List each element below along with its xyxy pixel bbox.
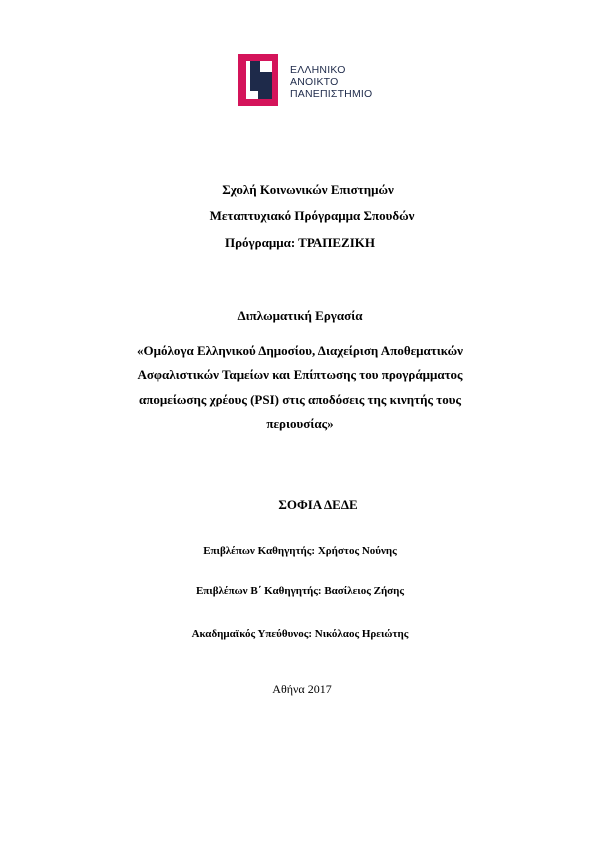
university-logo bbox=[238, 52, 388, 112]
thesis-title-line-1: «Ομόλογα Ελληνικού Δημοσίου, Διαχείριση Αποθεματικών bbox=[137, 343, 463, 358]
thesis-type: Διπλωματική Εργασία bbox=[237, 308, 363, 323]
logo-line-3: ΠΑΝΕΠΙΣΤΗΜΙΟ bbox=[290, 88, 373, 100]
thesis-title-line-2: Ασφαλιστικών Ταμείων και Επίπτωσης του προγράμματος bbox=[137, 367, 463, 382]
second-supervisor: Επιβλέπων Β΄ Καθηγητής: Βασίλειος Ζήσης bbox=[195, 585, 405, 597]
program-specialization: Πρόγραμμα: ΤΡΑΠΕΖΙΚΗ bbox=[224, 235, 376, 250]
logo-wordmark bbox=[290, 64, 372, 100]
program-name: Μεταπτυχιακό Πρόγραμμα Σπουδών bbox=[209, 208, 415, 223]
author-name: ΣΟΦΙΑ ΔΕΔΕ bbox=[278, 497, 358, 512]
school-name: Σχολή Κοινωνικών Επιστημών bbox=[222, 182, 394, 197]
main-supervisor: Επιβλέπων Καθηγητής: Χρήστος Νούνης bbox=[203, 545, 397, 557]
thesis-title-line-4: περιουσίας» bbox=[266, 416, 334, 431]
logo-line-2: ΑΝΟΙΚΤΟ bbox=[290, 76, 339, 88]
place-and-date: Αθήνα 2017 bbox=[272, 682, 332, 696]
thesis-title-line-3: απομείωσης χρέους (PSI) στις αποδόσεις της κινητής τους bbox=[139, 392, 461, 407]
logo-line-1: ΕΛΛΗΝΙΚΟ bbox=[290, 64, 346, 76]
university-logo-icon bbox=[238, 52, 294, 108]
academic-supervisor: Ακαδημαϊκός Υπεύθυνος: Νικόλαος Ηρειώτης bbox=[191, 628, 409, 640]
